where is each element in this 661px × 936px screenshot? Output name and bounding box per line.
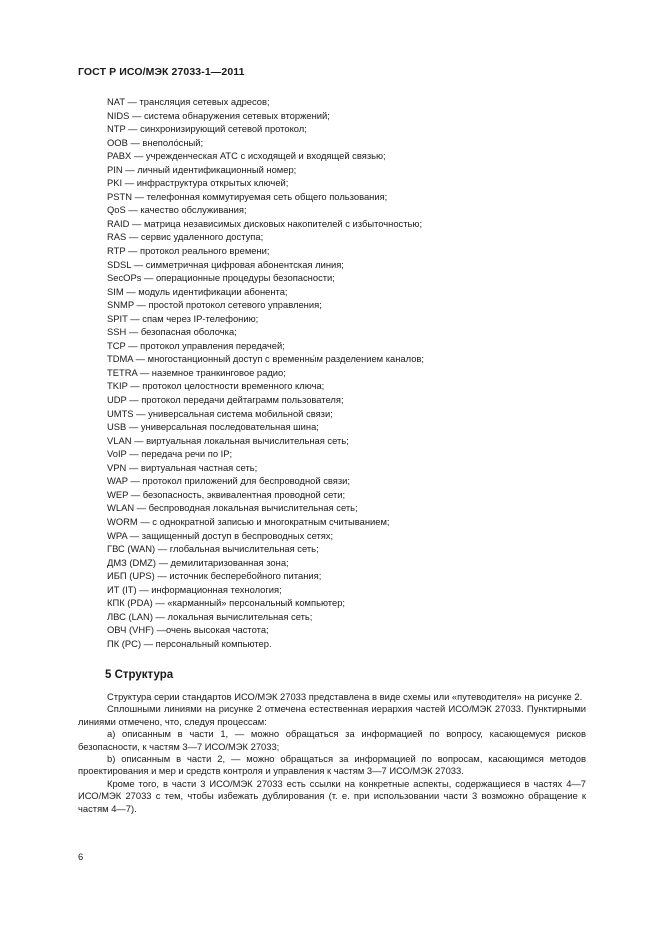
abbreviation-item: NTP — синхронизирующий сетевой протокол; xyxy=(107,123,307,135)
abbreviation-item: PKI — инфраструктура открытых ключей; xyxy=(107,177,289,189)
section-title: 5 Структура xyxy=(105,669,174,681)
abbreviation-item: SNMP — простой протокол сетевого управления; xyxy=(107,299,322,311)
abbreviation-item: PSTN — телефонная коммутируемая сеть общего пользования; xyxy=(107,190,388,202)
abbreviation-item: VoIP — передача речи по IP; xyxy=(107,448,233,460)
abbreviation-item: ПК (PC) — персональный компьютер. xyxy=(107,637,272,649)
abbreviation-item: RAID — матрица независимых дисковых накопителей с избыточностью; xyxy=(107,217,423,229)
abbreviations-list xyxy=(107,95,424,650)
abbreviation-item: SDSL — симметричная цифровая абонентская линия; xyxy=(107,258,344,270)
abbreviation-item: VLAN — виртуальная локальная вычислительная сеть; xyxy=(107,434,349,446)
abbreviation-item: ДМЗ (DMZ) — демилитаризованная зона; xyxy=(107,556,289,568)
abbreviation-item: SSH — безопасная оболочка; xyxy=(107,326,237,338)
abbreviation-item: QoS — качество обслуживания; xyxy=(107,204,247,216)
abbreviation-item: WLAN — беспроводная локальная вычислительная сеть; xyxy=(107,502,358,514)
abbreviation-item: RTP — протокол реального времени; xyxy=(107,245,270,257)
abbreviation-item: TETRA — наземное транкинговое радио; xyxy=(107,366,286,378)
abbreviation-item: NIDS — система обнаружения сетевых вторжений; xyxy=(107,109,330,121)
abbreviation-item: ИБП (UPS) — источник бесперебойного питания; xyxy=(107,570,322,582)
paragraph: Кроме того, в части 3 ИСО/МЭК 27033 есть ссылки на конкретные аспекты, содержащиеся в частях 4—7 ИСО/МЭК 27033 с тем, чтобы избежать дублирования (т. е. при использовании части 3 возможно обращение к частям 4—7). xyxy=(78,777,586,814)
abbreviation-item: WORM — с однократной записью и многократным считыванием; xyxy=(107,515,390,527)
abbreviation-item: TDMA — многостанционный доступ с временны́м разделением каналов; xyxy=(107,353,424,365)
abbreviation-item: WPA — защищенный доступ в беспроводных сетях; xyxy=(107,529,334,541)
abbreviation-item: WEP — безопасность, эквивалентная проводной сети; xyxy=(107,488,346,500)
abbreviation-item: WAP — протокол приложений для беспроводной связи; xyxy=(107,475,351,487)
paragraph: Структура серии стандартов ИСО/МЭК 27033 представлена в виде схемы или «путеводителя» на рисунке 2. xyxy=(107,691,583,702)
abbreviation-item: ЛВС (LAN) — локальная вычислительная сеть; xyxy=(107,610,313,622)
abbreviation-item: КПК (PDA) — «карманный» персональный компьютер; xyxy=(107,597,346,609)
abbreviation-item: NAT — трансляция сетевых адресов; xyxy=(107,96,270,107)
abbreviation-item: ГВС (WAN) — глобальная вычислительная сеть; xyxy=(107,543,319,555)
abbreviation-item: PIN — личный идентификационный номер; xyxy=(107,163,297,175)
abbreviation-item: SecOPs — операционные процедуры безопасности; xyxy=(107,272,335,284)
abbreviation-item: ОВЧ (VHF) —очень высокая частота; xyxy=(107,624,269,636)
abbreviation-item: SPIT — спам через IP-телефонию; xyxy=(107,312,259,324)
paragraph: Сплошными линиями на рисунке 2 отмечена естественная иерархия частей ИСО/МЭК 27033. Пунктирными линиями отмечено, что, следуя процессам: xyxy=(78,703,586,727)
abbreviation-item: ИТ (IT) — информационная технология; xyxy=(107,583,282,595)
abbreviation-item: RAS — сервис удаленного доступа; xyxy=(107,231,264,243)
page-number: 6 xyxy=(78,851,84,862)
list-item-b: b) описанным в части 2, — можно обращаться за информацией по вопросам, касающимся методов проектирования и мер и средств контроля и управления к частям 3—7 ИСО/МЭК 27033. xyxy=(78,753,586,777)
abbreviation-item: VPN — виртуальная частная сеть; xyxy=(107,461,258,473)
abbreviation-item: UMTS — универсальная система мобильной связи; xyxy=(107,407,333,419)
document-header: ГОСТ Р ИСО/МЭК 27033-1—2011 xyxy=(78,66,245,78)
abbreviation-item: USB — универсальная последовательная шина; xyxy=(107,421,319,433)
list-item-a: a) описанным в части 1, — можно обращаться за информацией по вопросу, касающемуся рисков безопасности, к частям 3—7 ИСО/МЭК 27033; xyxy=(78,728,586,752)
abbreviation-item: TCP — протокол управления передачей; xyxy=(107,339,285,351)
abbreviation-item: PABX — учрежденческая АТС с исходящей и входящей связью; xyxy=(107,150,386,162)
abbreviation-item: SIM — модуль идентификации абонента; xyxy=(107,285,288,297)
abbreviation-item: TKIP — протокол целостности временного ключа; xyxy=(107,380,325,392)
section-structure xyxy=(78,668,586,815)
abbreviation-item: OOB — внеполо́сный; xyxy=(107,136,204,148)
abbreviation-item: UDP — протокол передачи дейтаграмм пользователя; xyxy=(107,394,344,406)
